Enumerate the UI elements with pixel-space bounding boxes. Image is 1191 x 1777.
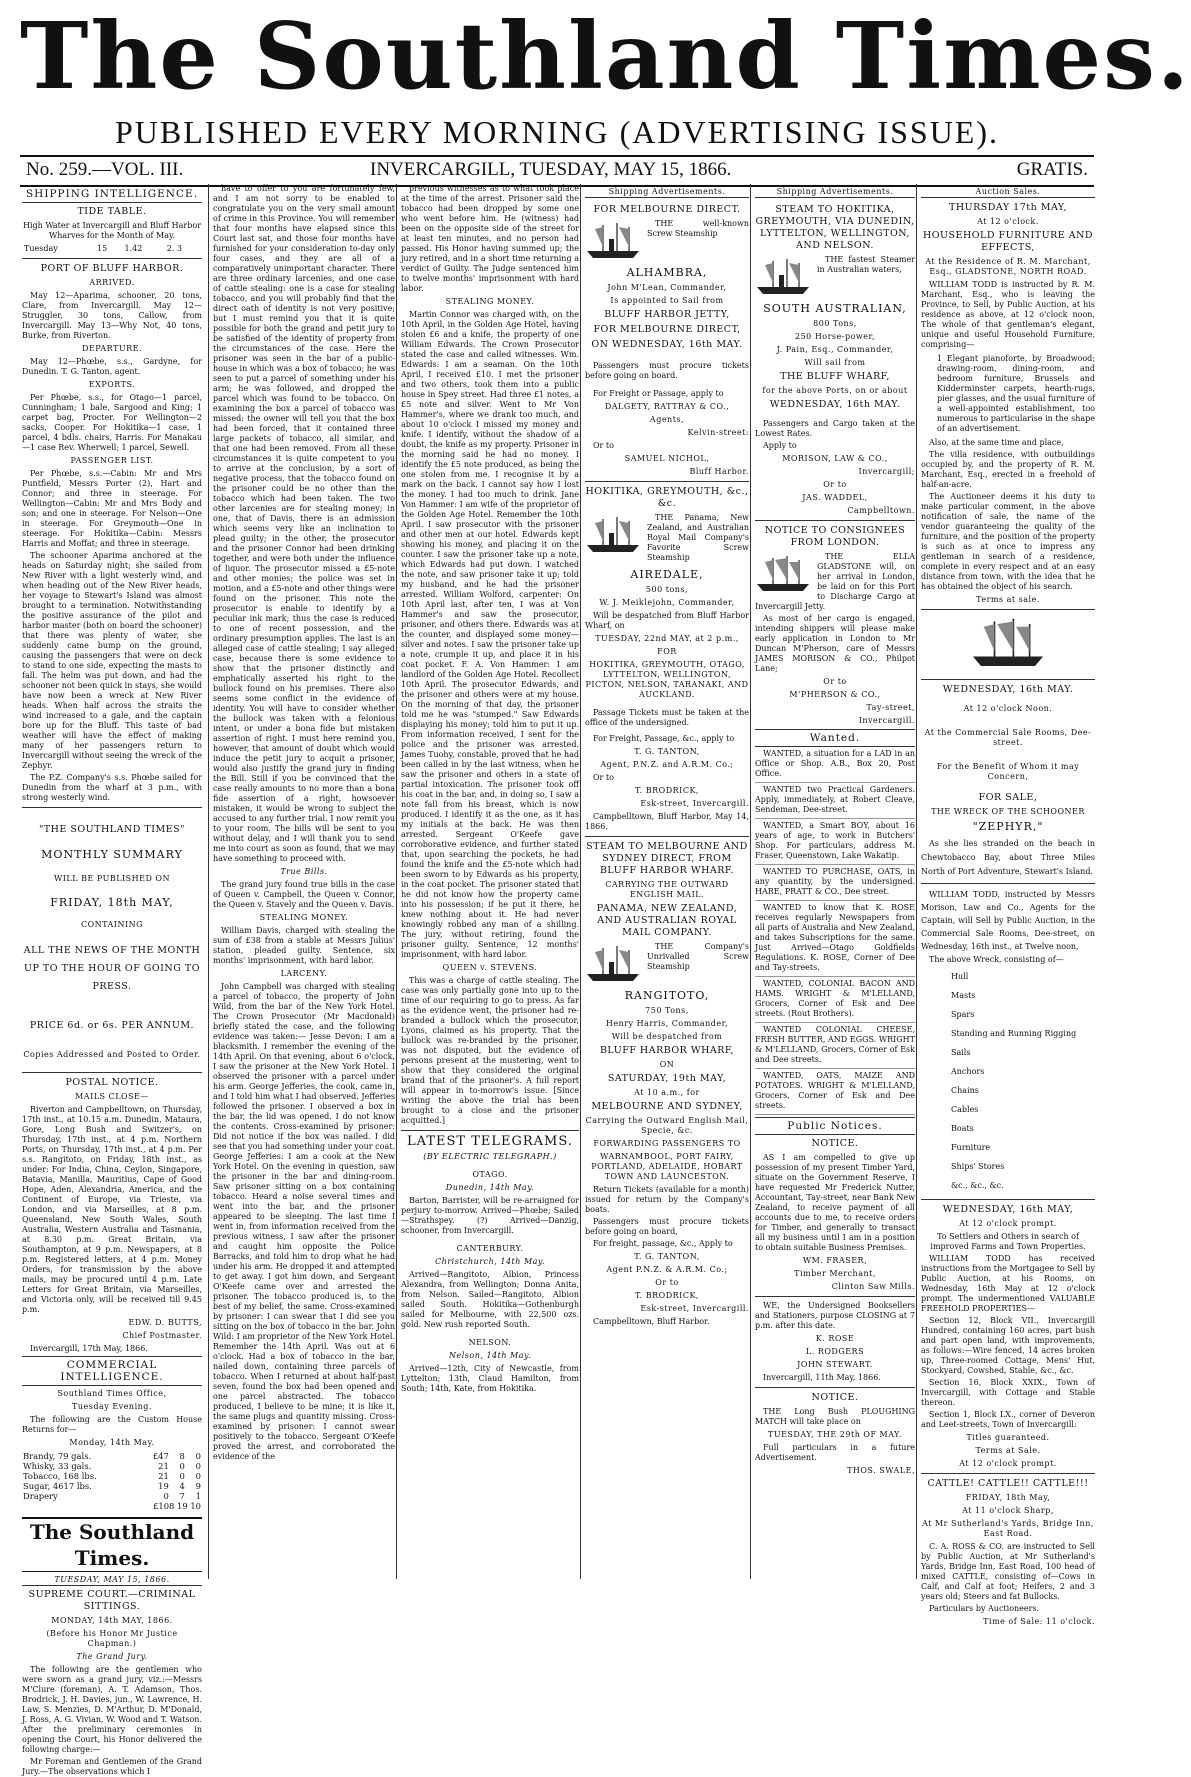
ad-south-australian-agent2-place: Campbelltown. bbox=[847, 506, 915, 515]
divider bbox=[755, 1387, 915, 1388]
wreck-item: Furniture bbox=[951, 1143, 991, 1153]
divider bbox=[22, 258, 202, 259]
ad-alhambra-master: John M'Lean, Commander, bbox=[607, 283, 727, 292]
property-item: Section 1, Block LX., corner of Deveron and Leet-streets, Town of Invercargill: bbox=[921, 1410, 1095, 1430]
sale1-time: At 12 o'clock. bbox=[977, 217, 1039, 226]
notice-ploughing-more: Full particulars in a future Advertisement. bbox=[755, 1443, 915, 1462]
queen-v-stevens-text: This was a charge of cattle stealing. The case was only partially gone into up to the time of our requiring to go to press. As far as the evidence went, the prisoner had re-branded a bullock which the prosecutor, Lyons, claimed as his property. That the bullock was re-branded by the prisoner, was not disputed, but the evidence of persons present at the mustering, went to show that they considered the original brand that of the prisoner's. A full report will appear in to-morrow's issue. [Since writing the above the trial has been brought to a close and the prisoner acquitted.] bbox=[401, 976, 579, 1125]
ad-south-australian-hp: 250 Horse-power, bbox=[795, 332, 875, 341]
ad-airedale-agent: T. G. TANTON, bbox=[634, 747, 700, 756]
ad-south-australian-agent2: JAS. WADDEL, bbox=[802, 493, 868, 502]
ad-alhambra-title: FOR MELBOURNE DIRECT. bbox=[593, 204, 741, 215]
column-5 bbox=[750, 184, 915, 1579]
ad-airedale-master: W. J. Meiklejohn, Commander, bbox=[599, 598, 735, 607]
tide-row bbox=[22, 243, 202, 254]
sale3-items bbox=[921, 1316, 1095, 1430]
commercial-heading: COMMERCIAL INTELLIGENCE. bbox=[22, 1356, 202, 1386]
ad-rangitoto-ship: RANGITOTO, bbox=[624, 989, 710, 1002]
sale3-text: WILLIAM TODD has received instructions from the Mortgagee to Sell by Public Auction, at his Rooms, on Wednesday, 16th May at 12 o'clock prompt. The undermentioned VALUABLE FREEHOLD PROPERTIES— bbox=[921, 1254, 1095, 1314]
ad-south-australian-dest: for the above Ports, on or about bbox=[762, 386, 908, 395]
sale2-where: As she lies stranded on the beach in Chewtobacco Bay, about Three Miles North of Port Adventure, Stewart's Island. bbox=[921, 839, 1095, 877]
true-bills-text: The grand jury found true bills in the case of Queen v. Campbell, the Queen v. Connor, the Queen v. Stavely and the Queen v. Davis. bbox=[213, 880, 395, 909]
consignees-intro: THE ELLA GLADSTONE will, on her arrival in London, be laid on for this Port to Discharge Cargo at Invercargill Jetty. bbox=[755, 552, 915, 611]
customs-amount: 0 bbox=[195, 1471, 201, 1482]
ad-airedale-for: FOR bbox=[657, 647, 677, 656]
issue-line bbox=[20, 155, 1094, 187]
wreck-item: Cables bbox=[951, 1105, 979, 1115]
wanted-list bbox=[755, 749, 915, 1115]
commercial-evening: Tuesday Evening. bbox=[72, 1402, 152, 1412]
shipping-ads-header-2: Shipping Advertisements. bbox=[755, 187, 915, 198]
sale2-ship: "ZEPHYR," bbox=[972, 820, 1044, 834]
sale4-title: CATTLE! CATTLE!! CATTLE!!! bbox=[927, 1478, 1089, 1490]
postal-sign: EDW. D. BUTTS, bbox=[128, 1318, 202, 1328]
ad-airedale-date: TUESDAY, 22nd MAY, at 2 p.m., bbox=[595, 634, 739, 643]
sale2-time: At 12 o'clock Noon. bbox=[963, 704, 1053, 714]
sale1-text: WILLIAM TODD is instructed by R. M. Marchant, Esq., who is leaving the Province, to Sell, by Public Auction, at his residence as above, at 12 o'clock noon, The whole of that gentleman's elegant, unique and useful Household Furniture, comprising— bbox=[921, 280, 1095, 349]
divider bbox=[401, 1130, 579, 1131]
summary-will: WILL BE PUBLISHED ON bbox=[54, 874, 170, 884]
summary-heading: MONTHLY SUMMARY bbox=[41, 848, 183, 862]
ad-south-australian-from: THE BLUFF WHARF, bbox=[780, 371, 890, 382]
sale1-item: 1 Elegant pianoforte, by Broadwood; drawing-room, dining-room, and bedroom furniture, Brussels and Kidderminster carpets, hearth-rugs, pier glasses, and the usual furniture of a well-appointed establishment, too numerous to particularise in the shape of an advertisement. bbox=[937, 354, 1095, 433]
sale1-date: THURSDAY 17th MAY, bbox=[949, 202, 1067, 213]
consignees-agent-place: Invercargill. bbox=[858, 716, 915, 725]
sale4-date: FRIDAY, 18th May, bbox=[965, 1493, 1051, 1503]
ad-rangitoto-from: BLUFF HARBOR WHARF, bbox=[599, 1045, 735, 1056]
ad-south-australian-intro: THE fastest Steamer in Australian waters, bbox=[817, 255, 915, 274]
column-1 bbox=[22, 184, 202, 1777]
customs-amount: 4 bbox=[179, 1481, 185, 1492]
ad-rangitoto-time: At 10 a.m., for bbox=[634, 1088, 700, 1097]
wanted-ad: WANTED COLONIAL CHEESE, FRESH BUTTER, AND EGGS. WRIGHT & M'LELLAND, Grocers, Corner of Esk and Dee streets. bbox=[755, 1025, 915, 1069]
exports-heading: EXPORTS. bbox=[88, 380, 136, 390]
sale2-wreck: THE WRECK OF THE SCHOONER bbox=[931, 807, 1085, 817]
sale3-prompt: At 12 o'clock prompt. bbox=[959, 1459, 1057, 1469]
ad-alhambra-intro: THE well-known Screw Steamship bbox=[647, 219, 749, 238]
notice-ploughing: THE Long Bush PLOUGHING MATCH will take place on bbox=[755, 1407, 915, 1426]
sale1-villa: The villa residence, with outbuildings occupied by, and the property of R. M. Marchant, Esq., erected in a freehold of half-an-acre. bbox=[921, 450, 1095, 489]
notice-timber-place: Clinton Saw Mills. bbox=[831, 1282, 915, 1291]
canterbury-date: Christchurch, 14th May. bbox=[435, 1257, 545, 1266]
ad-airedale-agent-role: Agent, P.N.Z. and A.R.M. Co.; bbox=[600, 760, 734, 769]
summary-copies: Copies Addressed and Posted to Order. bbox=[23, 1050, 201, 1060]
charge-continued: have to offer to you are fortunately few, and I am not sorry to be enabled to congratulate you on the very small amount of crime in this Province. You will remember that four months have elapsed since this Court last sat, and those four months have furnished for your consideration to-day only four cases, and they are all of a comparatively unimportant character. There are three ordinary larcenies, and one case of cattle stealing: one is a case for stealing tobacco, and you will probably find that the direct oath of identity is not very positive; but I must remind you that it is quite possible for both the grand and petit jury to be satisfied of the identity of property from the circumstances of the case. Here the prisoner was seen in the bar of a public-house in which was a box of tobacco; he was seen to put a parcel of something under his arm; he was followed, and dropped the parcel which was found to be tobacco. On examining the box a parcel of tobacco was missed: the owner will tell you that the box had been forced, that it contained three large packets of tobacco, all similar, and that one had been removed. From all these circumstances it is quite competent to you to arrive at the conclusion, by a sort of negative process, that the tobacco found on the prisoner could be no other than the tobacco which had been taken. The two other larcenies are for stealing money; in one, that of Davis, there is an admission which seems very like an inclination to plead guilty; in the other, the prosecutor and the prisoner Connor had been drinking together, and were both under the influence of liquor. The prosecutor missed a £5-note and other monies; the police was set in motion, and a £5-note and other things were found on the prisoner. This note the prosecutor is enable to identify by a peculiar ink mark; thus the case is reduced to one of recent possession, and the ordinary presumption applies. The last is an alleged case of cattle stealing; I say alleged case, because there is some evidence to show that the prisoner distinctly and emphatically asserted his right to the bullock found on his premises. There also seems some conflict in the evidence of identity. You will have to consider whether the bullock was taken with a felonious intent, or under a bona fide but mistaken assertion of right. I must here remind you, however, that amount of doubt which would induce the petit jury to acquit a prisoner, would also justify the grand jury in finding the Bill. Still if you be convinced that the case really amounts to no more than a bona fide assertion of a right, howsoever mistaken, it would be wrong to subject the accused to any further trial. I now remit you to your room. The bills will be sent to you without delay, and I will thank you to send me into court as soon as found, that we may have something to proceed with. bbox=[213, 184, 395, 863]
ad-alhambra-ship: ALHAMBRA, bbox=[626, 266, 708, 279]
customs-row bbox=[22, 1481, 202, 1491]
tide-date: 15 bbox=[97, 244, 108, 253]
true-bills-heading: True Bills. bbox=[280, 867, 328, 876]
notice-heading: NOTICE. bbox=[811, 1138, 859, 1149]
sale1-terms: Terms at sale. bbox=[976, 595, 1040, 604]
customs-amount: 9 bbox=[195, 1481, 201, 1492]
ad-alhambra-agent2: SAMUEL NICHOL, bbox=[624, 454, 710, 463]
ad-alhambra-or: Or to bbox=[593, 441, 614, 450]
ship-icon bbox=[585, 944, 641, 984]
divider bbox=[755, 1296, 915, 1297]
sale3-time: At 12 o'clock prompt. bbox=[959, 1219, 1057, 1229]
ad-alhambra-apply: For Freight or Passage, apply to bbox=[593, 389, 724, 398]
canterbury-heading: CANTERBURY. bbox=[456, 1244, 524, 1253]
nelson-heading: NELSON. bbox=[468, 1338, 512, 1347]
customs-amount: 8 bbox=[179, 1451, 185, 1462]
wreck-items bbox=[921, 967, 1095, 1195]
customs-amount: 0 bbox=[195, 1451, 201, 1462]
sale4-time-sale: Time of Sale: 11 o'clock. bbox=[983, 1617, 1095, 1627]
customs-amount: £47 bbox=[152, 1451, 169, 1462]
shipping-intelligence-heading: SHIPPING INTELLIGENCE. bbox=[22, 186, 202, 203]
tide-am: 1.42 bbox=[124, 244, 143, 253]
ad-alhambra-from: BLUFF HARBOR JETTY, bbox=[604, 309, 730, 320]
customs-row bbox=[22, 1461, 202, 1471]
wreck-item: Chains bbox=[951, 1086, 979, 1096]
public-notices-heading: Public Notices. bbox=[755, 1117, 915, 1135]
ad-south-australian-cargo: Passengers and Cargo taken at the Lowest Rates. bbox=[755, 419, 915, 438]
wanted-ad: WANTED, a Smart BOY, about 16 years of age, to work in Butchers' Shop. For particulars, address M. Fraser, Queenstown, Lake Wakatip. bbox=[755, 821, 915, 865]
ad-south-australian-date: WEDNESDAY, 16th MAY. bbox=[769, 399, 901, 410]
ad-south-australian-agent: MORISON, LAW & CO., bbox=[782, 454, 888, 463]
notice-ploughing-date: TUESDAY, THE 29th OF MAY. bbox=[768, 1430, 902, 1439]
sale2-date: WEDNESDAY, 16th MAY. bbox=[942, 684, 1074, 696]
customs-item: Whisky, 33 gals. bbox=[23, 1461, 92, 1472]
otago-heading: OTAGO. bbox=[472, 1170, 508, 1179]
tide-subtitle: High Water at Invercargill and Bluff Harbor Wharves for the Month of May. bbox=[22, 221, 202, 240]
ad-south-australian-ship: SOUTH AUSTRALIAN, bbox=[763, 302, 907, 315]
ad-airedale-ship: AIREDALE, bbox=[630, 568, 704, 581]
wreck-item: Anchors bbox=[951, 1067, 985, 1077]
customs-amount: 21 bbox=[158, 1471, 169, 1482]
ad-airedale-title: HOKITIKA, GREYMOUTH, &c., &c. bbox=[585, 486, 749, 509]
stealing-money-2-text: Martin Connor was charged with, on the 10th April, in the Golden Age Hotel, having stolen £6 and a knife, the property of one William Edwards. The Crown Prosecutor stated the case and called witnesses. Wm. Edwards: I am a seaman. On the 10th April, I received £10. I met the prisoner and two others, took them into a public house in Spey street. Had three £1 notes, a £5 note and silver. Went to Mr Von Hammer's, where we drank too much, and about 10 o'clock I missed my money and knife. I identify, without the shadow of a doubt, the knife as my property. Prisoner in the morning said he had no money. I identify the £5 note produced, as being the one stolen from me. I recognise it by a mark on the back. I cannot say how I lost the money. I had too much to drink. Jane Von Hammer: I am wife of the proprietor of the Golden Age Hotel. Remember the 10th April. I saw prosecutor with the prisoner and other men at our hotel. Edwards kept showing his money, and placing it on the counter. I saw the prisoner take up a note, which Edwards had put down. I watched the note, and saw prisoner take it up; told my husband, and he had the prisoner arrested. William Wolford, carpenter: On 10th April last, after ten, I was at Von Hammer's and saw the prosecutor, prisoner, and others there. Edwards was at the counter, and displayed some money—silver and notes. I saw the prisoner take up a note, crumple it up, and place it in his coat pocket. F. A. Von Hammer: I am landlord of the Golden Age Hotel. Recollect 10th April. The prosecutor Edwards, and the prisoner and others were at my house. On the morning of that day, the prisoner told me he was "stumped." Saw Edwards displaying his money; told him to put it up. From information received, I sent for the police and the prisoner was arrested. James Tuohy, constable, proved that he had been called in by the last witness, when he saw the prisoner and others in a state of partial intoxication. The prisoner took off his coat in the bar, and, in doing so, I saw a note fall from his breast, which is now produced. I identify it as the one, as it has my initials at the back. He was then arrested. Sergeant O'Keefe gave corroborative evidence, and further stated that, upon searching the pockets, he had found the knife and the £5-note which had been sworn to by Edwards as his property, in the coat pocket. The prisoner stated that he did not know how the property came into his possession; if he put it there, he knew nothing about it. He had never knowingly robbed any man of a shilling. The jury, without retiring, found the prisoner guilty. Sentence, 12 months' imprisonment, with hard labor. bbox=[401, 310, 579, 959]
ad-rangitoto-forwarding: FORWARDING PASSENGERS TO bbox=[593, 1139, 741, 1148]
sale4-time: At 11 o'clock Sharp, bbox=[962, 1506, 1054, 1516]
consignees-title: NOTICE TO CONSIGNEES FROM LONDON. bbox=[764, 525, 906, 548]
nelson-date: Nelson, 14th May. bbox=[448, 1351, 531, 1360]
court-date: MONDAY, 14th MAY, 1866. bbox=[51, 1616, 173, 1626]
sale4-particulars: Particulars by Auctioneers. bbox=[929, 1604, 1040, 1614]
ad-alhambra-agent: DALGETY, RATTRAY & CO., bbox=[604, 402, 730, 411]
ship-icon bbox=[921, 616, 1095, 673]
ad-rangitoto-or: Or to bbox=[655, 1278, 679, 1287]
ad-alhambra-agent2-place: Bluff Harbor. bbox=[689, 467, 749, 476]
arrived-text: May 12—Aparima, schooner, 20 tons, Clare, from Invercargill. May 12—Struggler, 30 tons, Callow, from Invercargill. May 13—Why Not, 40 tons, Burke, from Riverton. bbox=[22, 291, 202, 341]
stealing-money-text: William Davis, charged with stealing the sum of £38 from a stable at Messrs Julius' station, pleaded guilty. Sentence, six months' imprisonment, with hard labor. bbox=[213, 926, 395, 965]
property-item: Section 16, Block XXIX., Town of Invercargill, with Cottage and Stable thereon. bbox=[921, 1378, 1095, 1408]
sale3-terms: Terms at Sale. bbox=[975, 1446, 1041, 1456]
newspaper-title: The Southland Times. bbox=[20, 2, 1191, 110]
commercial-office: Southland Times Office, bbox=[57, 1389, 167, 1399]
ad-rangitoto-date: SATURDAY, 19th MAY, bbox=[607, 1073, 727, 1084]
exports-text: Per Phœbe, s.s., for Otago—1 parcel, Cunningham; 1 bale, Sargood and King; 1 carpet bag, Procter. For Wellington—2 sacks, Cooper. For Hokitika—1 case, 1 parcel, 4 bdls. chairs, Harris. For Manakau—1 case Rev. Wherwell; 1 parcel, Sewell. bbox=[22, 393, 202, 453]
ad-rangitoto-carrying: Carrying the Outward English Mail, Specie, &c. bbox=[585, 1116, 749, 1135]
wanted-ad: WANTED, COLONIAL BACON AND HAMS. WRIGHT & M'LELLAND, Grocers, Corner of Esk and Dee streets. (Rout Brothers). bbox=[755, 979, 915, 1023]
arrived-heading: ARRIVED. bbox=[89, 278, 135, 288]
stealing-money-heading: STEALING MONEY. bbox=[259, 913, 349, 922]
sale2-text: WILLIAM TODD, instructed by Messrs Morison, Law and Co., Agents for the Captain, will Sell by Public Auction, in the Commercial Sale Rooms, Dee-street, on Wednesday, 16th inst., at Twelve noon, bbox=[921, 890, 1095, 952]
customs-amount: 0 bbox=[179, 1471, 185, 1482]
price: GRATIS. bbox=[1016, 159, 1088, 180]
divider bbox=[921, 609, 1095, 610]
divider bbox=[921, 1473, 1095, 1474]
stealing-money-2-heading: STEALING MONEY. bbox=[445, 297, 535, 306]
tide-day: Tuesday bbox=[24, 244, 58, 253]
notice-booksellers: WE, the Undersigned Booksellers and Stationers, purpose CLOSING at 7 p.m. after this date. bbox=[755, 1301, 915, 1330]
customs-amount: 0 bbox=[163, 1491, 169, 1502]
wreck-item: Masts bbox=[951, 991, 976, 1001]
nelson-text: Arrived—12th, City of Newcastle, from Lyttelton; 13th, Claud Hamilton, from South; 14th, Kate, from Hokitika. bbox=[401, 1364, 579, 1393]
ad-south-australian-agent-place: Invercargill; bbox=[858, 467, 915, 476]
wreck-item: &c., &c., &c. bbox=[951, 1181, 1004, 1191]
column-6 bbox=[916, 184, 1095, 1627]
ad-rangitoto-return: Return Tickets (available for a month) issued for return by the Company's boats. bbox=[585, 1185, 749, 1214]
ad-rangitoto-agent: T. G. TANTON, bbox=[634, 1252, 700, 1261]
sale1-also: Also, at the same time and place, bbox=[929, 438, 1064, 447]
ad-airedale-or: Or to bbox=[593, 773, 614, 782]
passenger-text: Per Phœbe, s.s.—Cabin: Mr and Mrs Puntfield, Messrs Porter (2), Hart and Connor; and three in steerage. For Wellington—Cabin: Mr and Mrs Body and son; and one in steerage. For Nelson—One in steerage. For Greymouth—One in steerage. For Hokitika—Cabin: Messrs Harris and Moffat; and three in steerage. bbox=[22, 469, 202, 549]
notice-timber-role: Timber Merchant, bbox=[794, 1269, 876, 1278]
ad-airedale-apply: For Freight, Passage, &c., apply to bbox=[593, 734, 735, 743]
ad-rangitoto-dest: MELBOURNE AND SYDNEY, bbox=[591, 1101, 743, 1112]
ad-alhambra-agent-role: Agents, bbox=[649, 415, 685, 424]
small-date: TUESDAY, MAY 15, 1866. bbox=[22, 1575, 202, 1586]
postal-role: Chief Postmaster. bbox=[122, 1331, 202, 1341]
masthead bbox=[0, 0, 1191, 185]
notice-booksellers-sign3: JOHN STEWART. bbox=[797, 1360, 873, 1369]
notice-booksellers-sign1: K. ROSE bbox=[815, 1334, 855, 1343]
passenger-list-heading: PASSENGER LIST. bbox=[70, 456, 154, 466]
customs-item: Tobacco, 168 lbs. bbox=[23, 1471, 97, 1482]
wreck-item: Boats bbox=[951, 1124, 974, 1134]
notice-booksellers-date: Invercargill, 11th May, 1866. bbox=[763, 1373, 881, 1382]
small-masthead: The Southland Times. bbox=[22, 1517, 202, 1572]
ship-icon bbox=[755, 257, 811, 297]
ad-rangitoto-agent-role: Agent P.N.Z. & A.R.M. Co.; bbox=[606, 1265, 728, 1274]
ad-south-australian-or: Or to bbox=[823, 480, 847, 489]
wanted-ad: WANTED, a situation for a LAD in an Office or Shop. A.B., Box 20, Post Office. bbox=[755, 749, 915, 783]
sale1-note: The Auctioneer deems it his duty to make particular comment, in the above notification of sale, the name of the vendor guaranteeing the quality of the furniture, and the position of the property is such as at once to impress any gentleman in search of a residence, complete in every respect and at an easy distance from town, with the idea that he has obtained the object of his search. bbox=[921, 492, 1095, 591]
newspaper-subtitle: PUBLISHED EVERY MORNING (ADVERTISING ISSUE). bbox=[115, 114, 999, 150]
sale2-for: FOR SALE, bbox=[978, 792, 1038, 804]
ad-airedale-sign: Campbelltown, Bluff Harbor, May 14, 1866. bbox=[585, 812, 749, 831]
column-2 bbox=[208, 184, 395, 1579]
summary-price: PRICE 6d. or 6s. PER ANNUM. bbox=[29, 1020, 195, 1032]
notice-ploughing-sign: THOS. SWALE, bbox=[847, 1466, 915, 1475]
consignees-or: Or to bbox=[823, 677, 847, 686]
ad-rangitoto-intro: THE Company's Unrivalled Screw Steamship bbox=[647, 942, 749, 971]
divider bbox=[921, 1199, 1095, 1200]
consignees-agent-street: Tay-street, bbox=[866, 703, 915, 712]
customs-item: Drapery bbox=[23, 1491, 58, 1502]
ship-icon bbox=[755, 554, 811, 594]
sale4-text: C. A. ROSS & CO. are instructed to Sell by Public Auction, at Mr Sutherland's Yards, Bridge Inn, East Road, 100 head of mixed CATTLE, consisting of—Cows in Calf, and Calf at foot; Heifers, 2 and 3 years old; Steers and fat Bullocks. bbox=[921, 1542, 1095, 1602]
ad-rangitoto-title: STEAM TO MELBOURNE AND SYDNEY DIRECT, FROM BLUFF HARBOR WHARF. bbox=[586, 841, 748, 876]
ad-rangitoto-ports: WARNAMBOOL, PORT FAIRY, PORTLAND, ADELAIDE, HOBART TOWN AND LAUNCESTON. bbox=[591, 1152, 743, 1181]
ad-south-australian-master: J. Pain, Esq., Commander, bbox=[776, 345, 894, 354]
ad-airedale-intro: THE Panama, New Zealand, and Australian Royal Mail Company's Favorite Screw Steamship bbox=[647, 513, 749, 562]
larceny-heading: LARCENY. bbox=[280, 969, 328, 978]
wreck-item: Sails bbox=[951, 1048, 971, 1058]
customs-table bbox=[22, 1451, 202, 1511]
divider bbox=[585, 481, 749, 482]
postal-text: Riverton and Campbelltown, on Thursday, 17th inst., at 10.15 a.m. Dunedin, Mataura, Gore, Long Bush and Switzer's, on Thursday, 17th inst., at 4 p.m. Northern Ports, on Thursday, 17th inst., at 4 p.m. Per s.s. Rangitoto, on Friday, 18th inst., as under: For India, China, Ceylon, Singapore, Batavia, Manilla, Mauritius, Cape of Good Hope, Aden, Alexandria, America, and the Continent of Europe, via Trieste, via London, and via Marseilles, at 8 p.m. Queensland, New South Wales, South Australia, Western Australia and Tasmania, at 8.30 p.m. Great Britain, via Southampton, at 9 p.m. Newspapers, at 8 p.m. Registered letters, at 4 p.m. Money Orders, for transmission by the above mails, may be procured until 4 p.m. Late Letters for Great Britain, via Marseilles, and Victoria only, will be received till 9.45 p.m. bbox=[22, 1105, 202, 1315]
wreck-item: Ships' Stores bbox=[951, 1162, 1005, 1172]
ad-alhambra-note: Passengers must procure tickets before going on board. bbox=[585, 361, 749, 380]
customs-total-row bbox=[22, 1501, 202, 1511]
summary-title: "THE SOUTHLAND TIMES" bbox=[38, 824, 186, 836]
ad-airedale-agent2: T. BRODRICK, bbox=[635, 786, 699, 795]
customs-amount: 21 bbox=[158, 1461, 169, 1472]
summary-date: FRIDAY, 18th MAY, bbox=[50, 896, 174, 910]
wreck-item: Spars bbox=[951, 1010, 975, 1020]
ship-icon bbox=[585, 221, 641, 261]
ad-airedale-ports: HOKITIKA, GREYMOUTH, OTAGO, LYTTELTON, WELLINGTON, PICTON, NELSON, TARANAKI, AND AUCKLAND. bbox=[585, 660, 749, 699]
dateline: INVERCARGILL, TUESDAY, MAY 15, 1866. bbox=[370, 159, 732, 180]
aparima-text: The schooner Aparima anchored at the heads on Saturday night; she sailed from New River with a light westerly wind, and when heading out of the New River heads, her voyage to Stewart's Island was almost brought to a termination. Notwithstanding the positive assurance of the pilot and harbor master (both on board the schooner) that there was plenty of water, she suddenly came bump on the ground, causing the passengers that were on deck to stand to one side, expecting the masts to fall. The helm was put down, and had the schooner not been quick in stays, she would have now been a wreck at New River heads. When half across the straits the wind increased to a gale, and the captain bore up for the Bluff. This taste of bad weather will have the effect of making many of her passengers return to Invercargill without seeing the wreck of the Zephyr. bbox=[22, 551, 202, 771]
customs-total: £108 19 10 bbox=[153, 1501, 201, 1512]
ad-airedale-tons: 500 tons, bbox=[645, 585, 689, 594]
sale3-intro: To Settlers and Others in search of improved Farms and Town Properties. bbox=[930, 1232, 1086, 1252]
court-title: SUPREME COURT.—CRIMINAL SITTINGS. bbox=[28, 1589, 196, 1613]
customs-row bbox=[22, 1491, 202, 1501]
ship-icon bbox=[585, 515, 641, 555]
notice-timber: AS I am compelled to give up possession of my present Timber Yard, situate on the Government Reserve, I have requested Mr Frederick Nutter, Accountant, Tay-street, near Bank New Zealand, to receive payment of all accounts due to me, to receive orders for Timber, and generally to transact all my business until I am in a position to obtain suitable Business Premises. bbox=[755, 1153, 915, 1252]
ad-rangitoto-agent2-place: Esk-street, Invercargill. bbox=[640, 1304, 749, 1313]
tide-table bbox=[22, 243, 202, 254]
auction-sales-header: Auction Sales. bbox=[921, 187, 1095, 198]
ad-alhambra-appointed: Is appointed to Sail from bbox=[610, 296, 724, 305]
ad-rangitoto-mail: CARRYING THE OUTWARD ENGLISH MAIL. bbox=[605, 880, 729, 899]
tide-table-heading: TIDE TABLE. bbox=[77, 206, 147, 217]
postal-date: Invercargill, 17th May, 1866. bbox=[30, 1344, 148, 1354]
divider bbox=[22, 1072, 202, 1073]
commercial-day: Monday, 14th May. bbox=[69, 1438, 155, 1448]
mails-close: MAILS CLOSE— bbox=[75, 1092, 149, 1102]
port-heading: PORT OF BLUFF HARBOR. bbox=[40, 263, 184, 275]
phoebe-text: The P.Z. Company's s.s. Phœbe sailed for Dunedin from the wharf at 3 p.m., with strong westerly wind. bbox=[22, 773, 202, 803]
wreck-item: Standing and Running Rigging bbox=[951, 1029, 1077, 1039]
divider bbox=[921, 679, 1095, 680]
departure-heading: DEPARTURE. bbox=[81, 344, 143, 354]
customs-item: Sugar, 4617 lbs. bbox=[23, 1481, 92, 1492]
summary-containing: CONTAINING bbox=[80, 920, 144, 930]
ad-airedale-despatch: Will be despatched from Bluff Harbor Wharf, on bbox=[585, 611, 749, 630]
customs-amount: 19 bbox=[158, 1481, 169, 1492]
issue-number: No. 259.—VOL. III. bbox=[26, 159, 184, 180]
wanted-ad: WANTED to know that K. ROSE receives regularly Newspapers from all parts of Australia and New Zealand, and takes Subscriptions for the same. Just Arrived—Otago Goldfields Regulations. K. ROSE, Corner of Dee and Tay-streets. bbox=[755, 903, 915, 977]
column-4 bbox=[580, 184, 749, 1579]
ad-south-australian-sail: Will sail from bbox=[804, 358, 866, 367]
larceny-text: John Campbell was charged with stealing a parcel of tobacco, the property of John Wild, from the bar of the New York Hotel. The Crown Prosecutor (Mr Macdonald) briefly stated the case, and the following evidence was taken:— Jesse Devon: I am a blacksmith. I remember the evening of the 14th April. On that evening, about 6 o'clock, I saw the prisoner at the New York Hotel. I observed the prisoner with a parcel under his arm. George Jefferies, the cook, came in, and I told him what I had observed. Jefferies followed the prisoner. I observed a box in the bar, the lid was opened. I do not know the contents. Cross-examined by prisoner: Did not notice if the box was nailed. I did see that you had something under your coat. George Jefferies: I am a cook at the New York Hotel. On the evening in question, saw the prisoner in the bar and dining-room. Saw prisoner sitting on a box containing tobacco. Heard a noise several times and went into the bar, and the prisoner appeared to be sleeping. The last time I went in, from information received from the previous witness, I saw after the prisoner and caught him opposite the Police Barracks, and told him to drop what he had under his arm. He dropped it and attempted to get away. I got him down, and Sergeant O'Keefe came over and arrested the prisoner. The tobacco produced is, to the best of my belief, the same. Cross-examined by prisoner: I can swear that I did see you sitting on the box of tobacco in the bar. John Wild: I am proprietor of the New York Hotel. Remember the 14th April. Was out at 6 o'clock. Had a box of tobacco in the bar, nailed down, containing three parcels of tobacco. When I returned at about half-past seven, found the box had been opened and one parcel abstracted. The tobacco produced, I believe to be mine; it is like it, the same plugs and quantity missing. Cross-examined by prisoner: I cannot swear positively to the tobacco. Sergeant O'Keefe proved the arrest, and corroborated the evidence of the bbox=[213, 982, 395, 1461]
column-3 bbox=[396, 184, 579, 1579]
otago-date: Dunedin, 14th May. bbox=[445, 1183, 535, 1192]
tide-pm: 2. 3 bbox=[166, 244, 182, 253]
ad-rangitoto-on: ON bbox=[659, 1060, 675, 1069]
ad-south-australian-tons: 800 Tons, bbox=[813, 319, 857, 328]
ad-south-australian-title: STEAM TO HOKITIKA, GREYMOUTH, VIA DUNEDIN, LYTTELTON, WELLINGTON, AND NELSON. bbox=[755, 204, 915, 251]
columns bbox=[22, 184, 1095, 1777]
property-item: Section 12, Block VII., Invercargill Hundred, containing 160 acres, part bush and part open land, with improvements, as follows:—Wire fenced, 14 acres broken up, Three-roomed Cottage, Mens' Hut, Stockyard, Cowshed, Stable, &c., &c. bbox=[921, 1316, 1095, 1376]
sale1-at: At the Residence of R. M. Marchant, Esq., GLADSTONE, NORTH ROAD. bbox=[925, 257, 1091, 276]
sale3-titles: Titles guaranteed. bbox=[966, 1433, 1050, 1443]
canterbury-text: Arrived—Rangitoto, Albion, Princess Alexandra, from Wellington; Donna Anita, from Nelson. Sailed—Rangitoto, Albion sailed South. Hokitika—Gothenburgh sailed for Melbourne, with 22,500 ozs. gold. New rush reported South. bbox=[401, 1270, 579, 1329]
ad-rangitoto-agent2: T. BRODRICK, bbox=[635, 1291, 699, 1300]
sale1-title: HOUSEHOLD FURNITURE AND EFFECTS, bbox=[922, 230, 1094, 253]
divider bbox=[22, 807, 202, 808]
postal-notice-heading: POSTAL NOTICE. bbox=[65, 1077, 159, 1089]
court-judge: (Before his Honor Mr Justice Chapman.) bbox=[46, 1629, 178, 1649]
divider bbox=[585, 836, 749, 837]
ad-alhambra-agent-place: Kelvin-street: bbox=[687, 428, 749, 437]
wanted-ad: WANTED, OATS, MAIZE AND POTATOES. WRIGHT & M'LELLAND, Grocers, Corner of Esk and Dee streets. bbox=[755, 1071, 915, 1115]
wanted-ad: WANTED TO PURCHASE, OATS, in any quantity, by the undersigned. HARE, PRATT & CO., Dee street. bbox=[755, 867, 915, 901]
ad-airedale-note: Passage Tickets must be taken at the office of the undersigned. bbox=[585, 708, 749, 727]
divider bbox=[921, 883, 1095, 884]
ad-alhambra-date: ON WEDNESDAY, 16th MAY. bbox=[591, 339, 743, 350]
larceny-continued: previous witnesses as to what took place at the time of the arrest. Prisoner said the tobacco had been dropped by some one who went before him. He (witness) had been on the opposite side of the street for at least ten minutes, and no person had passed. His Honor having summed up; the jury retired, and in a short time returning a verdict of Guilty. The Judge sentenced him to twelve months' imprisonment with hard labor. bbox=[401, 184, 579, 293]
ad-south-australian-apply: Apply to bbox=[763, 441, 797, 450]
customs-amount: 7 bbox=[179, 1491, 185, 1502]
sale4-at: At Mr Sutherland's Yards, Bridge Inn, East Road. bbox=[922, 1519, 1094, 1539]
ad-alhambra-dest: FOR MELBOURNE DIRECT, bbox=[593, 324, 741, 335]
ad-rangitoto-master: Henry Harris, Commander, bbox=[605, 1019, 729, 1028]
charge-text: Mr Foreman and Gentlemen of the Grand Jury.—The observations which I bbox=[22, 1757, 202, 1777]
customs-row bbox=[22, 1471, 202, 1481]
sale3-date: WEDNESDAY, 16th MAY, bbox=[942, 1204, 1074, 1216]
notice-booksellers-sign2: L. RODGERS bbox=[805, 1347, 865, 1356]
summary-news: ALL THE NEWS OF THE MONTH UP TO THE HOUR OF GOING TO PRESS. bbox=[23, 945, 201, 993]
sale2-comprising: The above Wreck, consisting of— bbox=[929, 955, 1064, 965]
notice-ploughing-heading: NOTICE. bbox=[811, 1392, 859, 1403]
customs-amount: 1 bbox=[195, 1491, 201, 1502]
ad-airedale-agent2-place: Esk-street, Invercargill. bbox=[640, 799, 749, 808]
grand-jury-text: The following are the gentlemen who were sworn as a grand jury, viz.:—Messrs M'Clure (foreman), A. T. Adamson, Thos. Brodrick, J. H. Davies, jun., W. Lawrence, H. Law, S. Menzies, D. M'Arthur, D. M'Donald, J. Ross, A. G. Vivian, W. Wood and T. Watson. After the preliminary ceremonies in opening the Court, his Honor delivered the following charge:— bbox=[22, 1665, 202, 1755]
customs-item: Brandy, 79 gals. bbox=[23, 1451, 92, 1462]
customs-amount: 0 bbox=[179, 1461, 185, 1472]
ad-rangitoto-note: Passengers must procure tickets before going on board, bbox=[585, 1217, 749, 1236]
customs-row bbox=[22, 1451, 202, 1461]
ad-rangitoto-apply: For freight, passage, &c., Apply to bbox=[593, 1239, 733, 1248]
sale2-benefit: For the Benefit of Whom it may Concern, bbox=[936, 762, 1080, 782]
wanted-heading: Wanted. bbox=[755, 729, 915, 747]
otago-text: Barton, Barrister, will be re-arraigned for perjury to-morrow. Arrived—Phœbe; Sailed—Strathspey. (?) Arrived—Danzig, schooner, from Invercargill. bbox=[401, 1196, 579, 1235]
customs-amount: 0 bbox=[195, 1461, 201, 1472]
wanted-ad: WANTED two Practical Gardeners. Apply, immediately, at Robert Cleave, Sendeman, Dee-street. bbox=[755, 785, 915, 819]
divider bbox=[755, 520, 915, 521]
telegrams-title: LATEST TELEGRAMS. bbox=[407, 1134, 573, 1149]
ad-rangitoto-sign: Campbelltown, Bluff Harbor. bbox=[593, 1317, 710, 1326]
ad-rangitoto-tons: 750 Tons, bbox=[645, 1006, 689, 1015]
consignees-text: As most of her cargo is engaged, intending shippers will please make early application in London to Mr Duncan M'Pherson, care of Messrs JAMES MORISON & CO., Philpot Lane; bbox=[755, 614, 915, 673]
ad-rangitoto-company: PANAMA, NEW ZEALAND, AND AUSTRALIAN ROYAL MAIL COMPANY. bbox=[596, 903, 738, 938]
queen-v-stevens-heading: QUEEN v. STEVENS. bbox=[442, 963, 538, 972]
notice-timber-sign: WM. FRASER, bbox=[802, 1256, 868, 1265]
telegrams-sub: (BY ELECTRIC TELEGRAPH.) bbox=[423, 1152, 557, 1161]
grand-jury-heading: The Grand Jury. bbox=[76, 1652, 148, 1662]
shipping-ads-header: Shipping Advertisements. bbox=[585, 187, 749, 198]
commercial-intro: The following are the Custom House Returns for— bbox=[22, 1415, 202, 1435]
sale2-at: At the Commercial Sale Rooms, Dee-street. bbox=[924, 728, 1092, 748]
wreck-item: Hull bbox=[951, 972, 969, 982]
departure-text: May 12—Phœbe, s.s., Gardyne, for Dunedin. T. G. Tanton, agent. bbox=[22, 357, 202, 377]
consignees-agent: M'PHERSON & CO., bbox=[789, 690, 881, 699]
ad-rangitoto-despatch: Will be despatched from bbox=[611, 1032, 723, 1041]
